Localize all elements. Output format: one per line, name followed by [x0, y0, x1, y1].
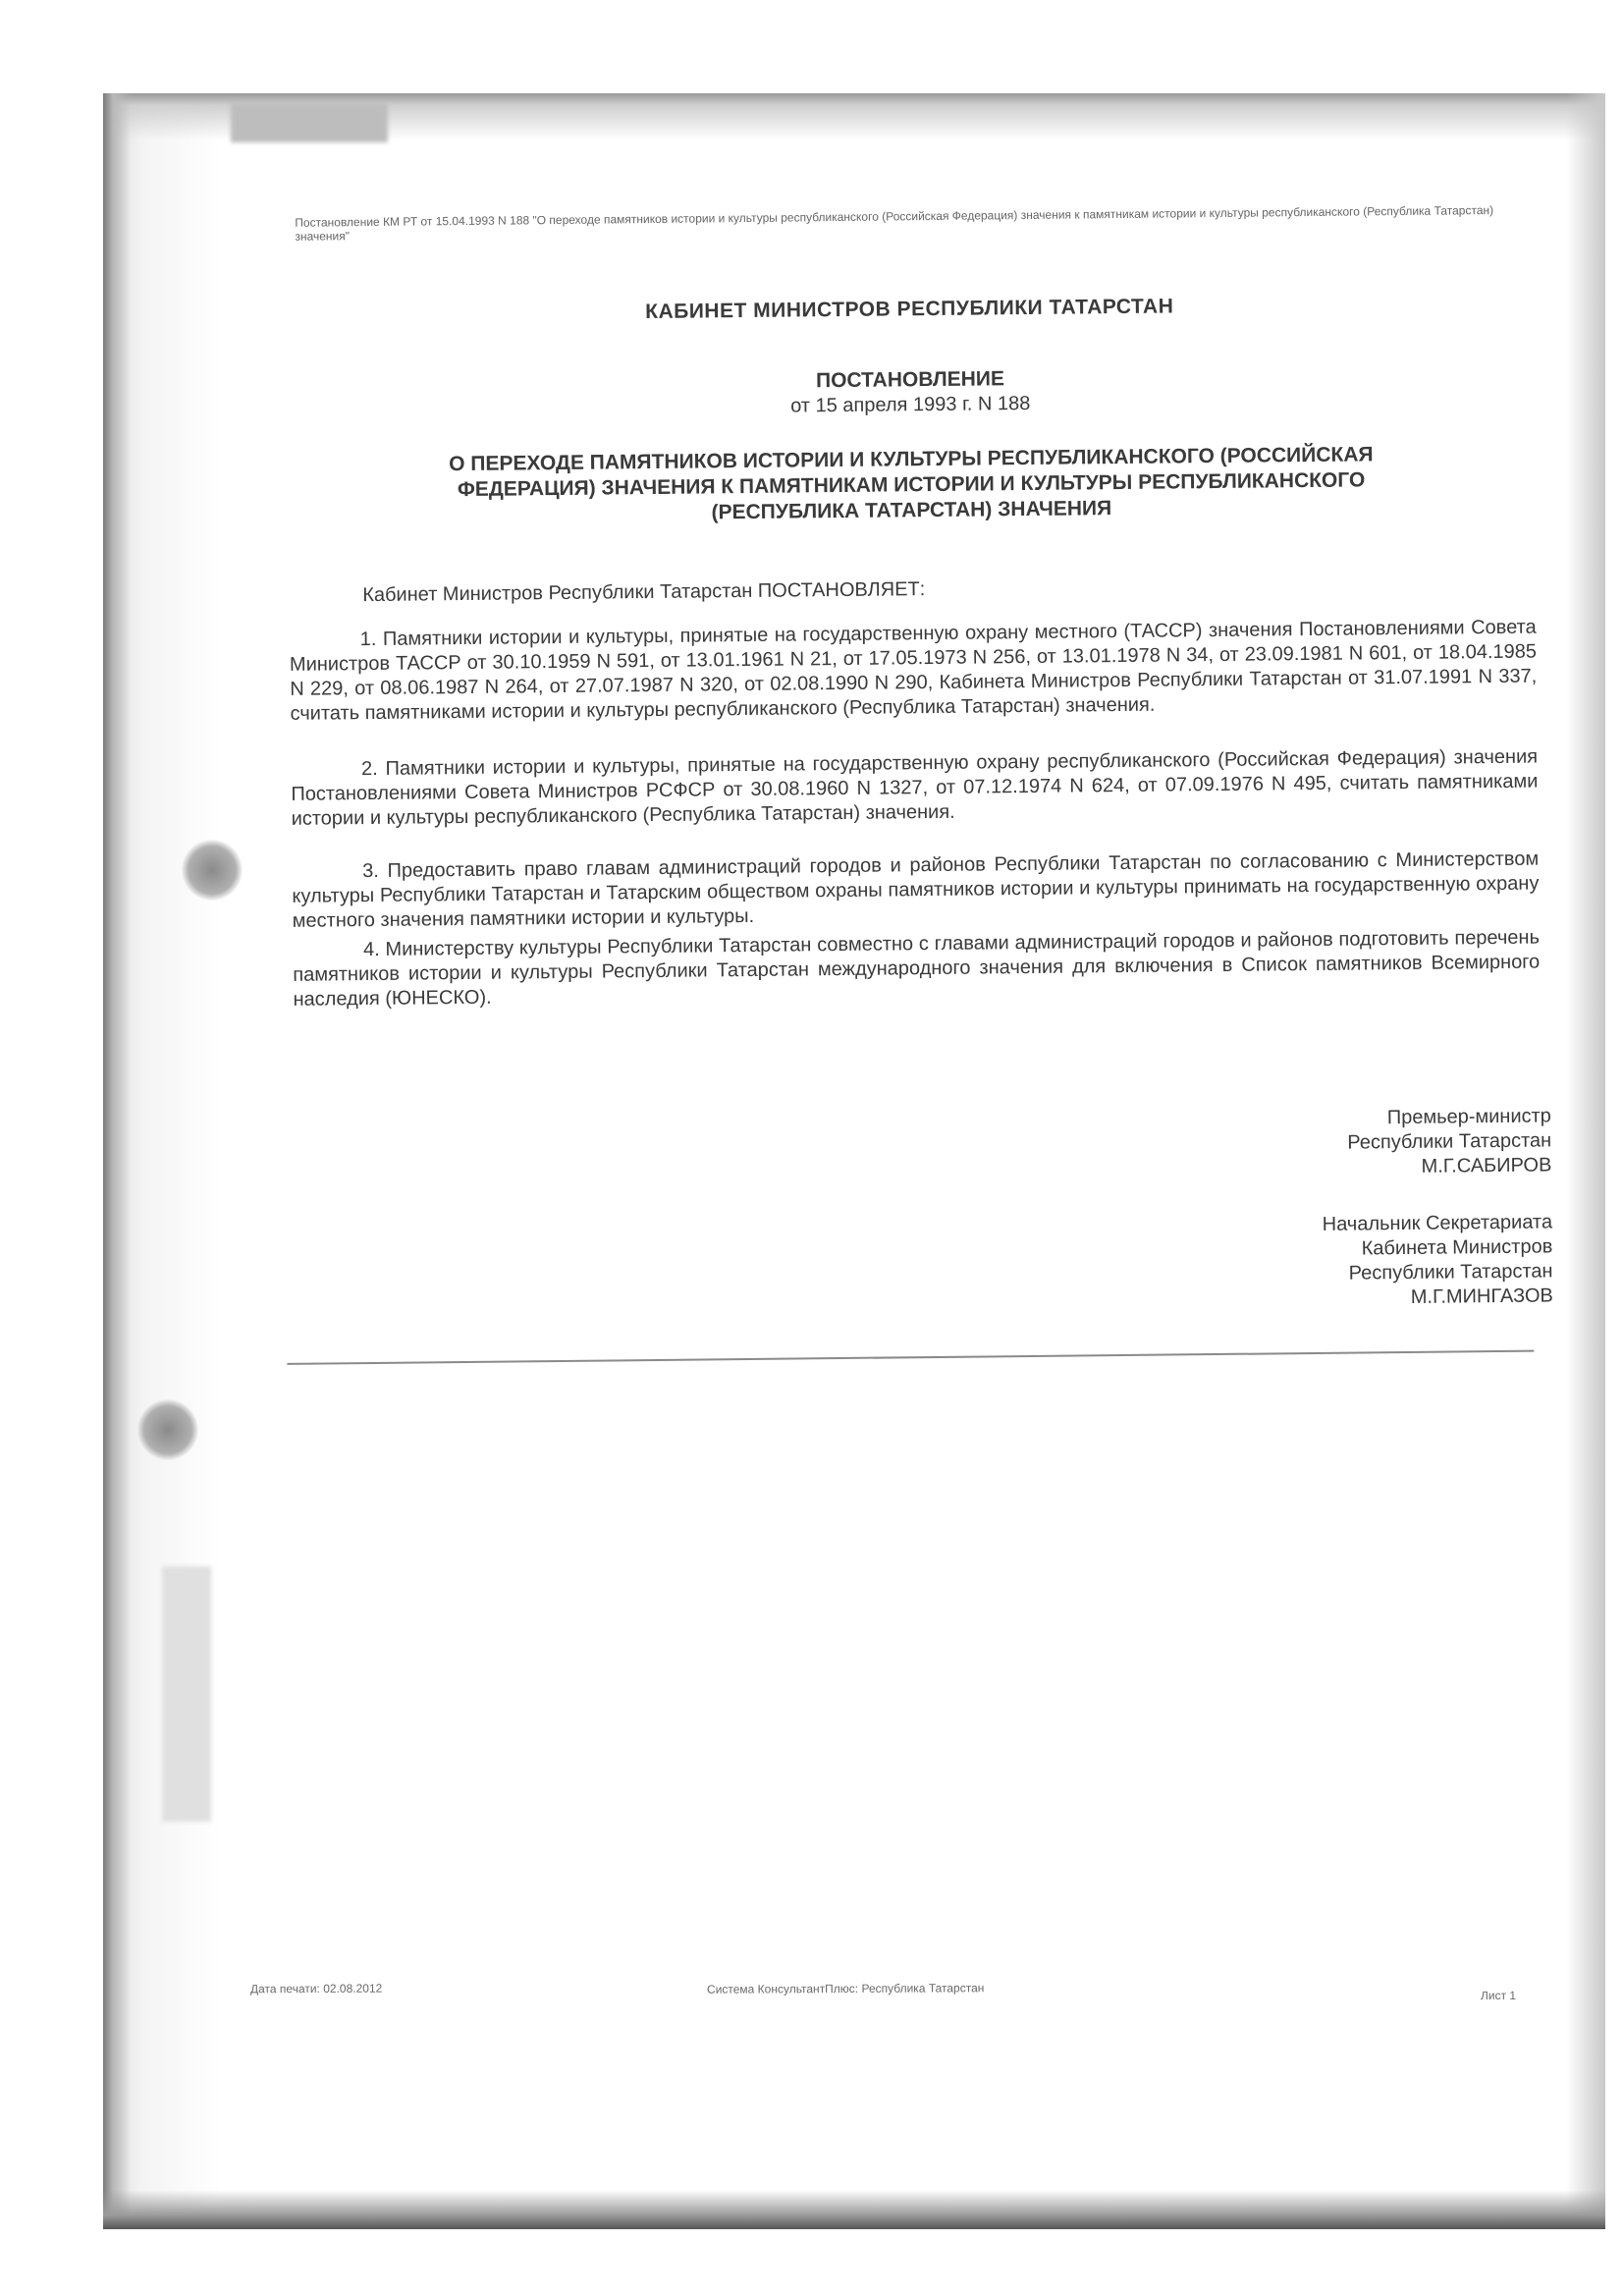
- preamble: Кабинет Министров Республики Татарстан ПОСТАНОВЛЯЕТ:: [362, 578, 926, 607]
- paragraph-4: 4. Министерству культуры Республики Татарстан совместно с главами администраций городов и районов подготовить перечень памятников истории и культуры Республики Татарстан международного значения для включения в Список памятников Всемирного наследия (ЮНЕСКО).: [293, 926, 1541, 1011]
- footer-page-number: Лист 1: [1480, 1988, 1517, 2003]
- scan-edge-bottom: [103, 2190, 1605, 2229]
- document-type: ПОСТАНОВЛЕНИЕ: [815, 367, 1005, 393]
- scan-smudge: [162, 1566, 211, 1822]
- signature-line: Республики Татарстан: [1348, 1260, 1553, 1285]
- document-date: от 15 апреля 1993 г. N 188: [790, 392, 1031, 417]
- issuing-organization: КАБИНЕТ МИНИСТРОВ РЕСПУБЛИКИ ТАТАРСТАН: [645, 295, 1174, 324]
- scan-edge-right: [1566, 93, 1605, 2229]
- footer-system-name: Система КонсультантПлюс: Республика Татарстан: [706, 1981, 985, 1996]
- signature-line: Начальник Секретариата: [1322, 1211, 1553, 1235]
- paragraph-2: 2. Памятники истории и культуры, принятые на государственную охрану республиканского (Российская Федерация) значения Постановлениями Совета Министров РСФСР от 30.08.1960 N 1327, от 07.12.1974 N 624, от 07.09.1976 N 495, считать памятниками истории и культуры республиканского (Республика Татарстан) значения.: [291, 745, 1539, 830]
- signature-name: М.Г.МИНГАЗОВ: [1410, 1285, 1553, 1308]
- scan-edge-left: [103, 93, 131, 2229]
- signature-line: Республики Татарстан: [1347, 1129, 1552, 1154]
- paragraph-1: 1. Памятники истории и культуры, принятые на государственную охрану местного (ТАССР) значения Постановлениями Совета Министров ТАССР от 30.10.1959 N 591, от 13.01.1961 N 21, от 17.05.1973 N 256, от 13.01.1978 N 34, от 23.09.1981 N 601, от 18.04.1985 N 229, от 08.06.1987 N 264, от 27.07.1987 N 320, от 02.08.1990 N 290, Кабинета Министров Республики Татарстан от 31.07.1991 N 337, считать памятниками истории и культуры республиканского (Республика Татарстан) значения.: [289, 616, 1538, 725]
- document-header-note: Постановление КМ РТ от 15.04.1993 N 188 "О переходе памятников истории и культуры республиканского (Российская Федерация) значения к памятникам истории и культуры республиканского (Республика Татарстан) значения": [295, 203, 1494, 244]
- signature-line: Премьер-министр: [1386, 1105, 1551, 1129]
- document-title: О ПЕРЕХОДЕ ПАМЯТНИКОВ ИСТОРИИ И КУЛЬТУРЫ РЕСПУБЛИКАНСКОГО (РОССИЙСКАЯ ФЕДЕРАЦИЯ) ЗНАЧЕНИЯ К ПАМЯТНИКАМ ИСТОРИИ И КУЛЬТУРЫ РЕСПУБЛИКАНСКОГО (РЕСПУБЛИКА ТАТАРСТАН) ЗНАЧЕНИЯ: [449, 443, 1374, 524]
- footer-print-date: Дата печати: 02.08.2012: [249, 1981, 383, 1996]
- paragraph-3: 3. Предоставить право главам администраций городов и районов Республики Татарстан по согласованию с Министерством культуры Республики Татарстан и Татарским обществом охраны памятников истории и культуры принимать на государственную охрану местного значения памятники истории и культуры.: [292, 847, 1540, 932]
- punch-hole-lower: [137, 1399, 198, 1460]
- punch-hole-upper: [182, 840, 243, 901]
- signature-name: М.Г.САБИРОВ: [1421, 1154, 1552, 1177]
- signature-block-secretariat: [1323, 1210, 1553, 1310]
- signature-block-premier: [1347, 1104, 1552, 1179]
- scan-smudge: [231, 103, 388, 142]
- signature-line: Кабинета Министров: [1361, 1235, 1553, 1260]
